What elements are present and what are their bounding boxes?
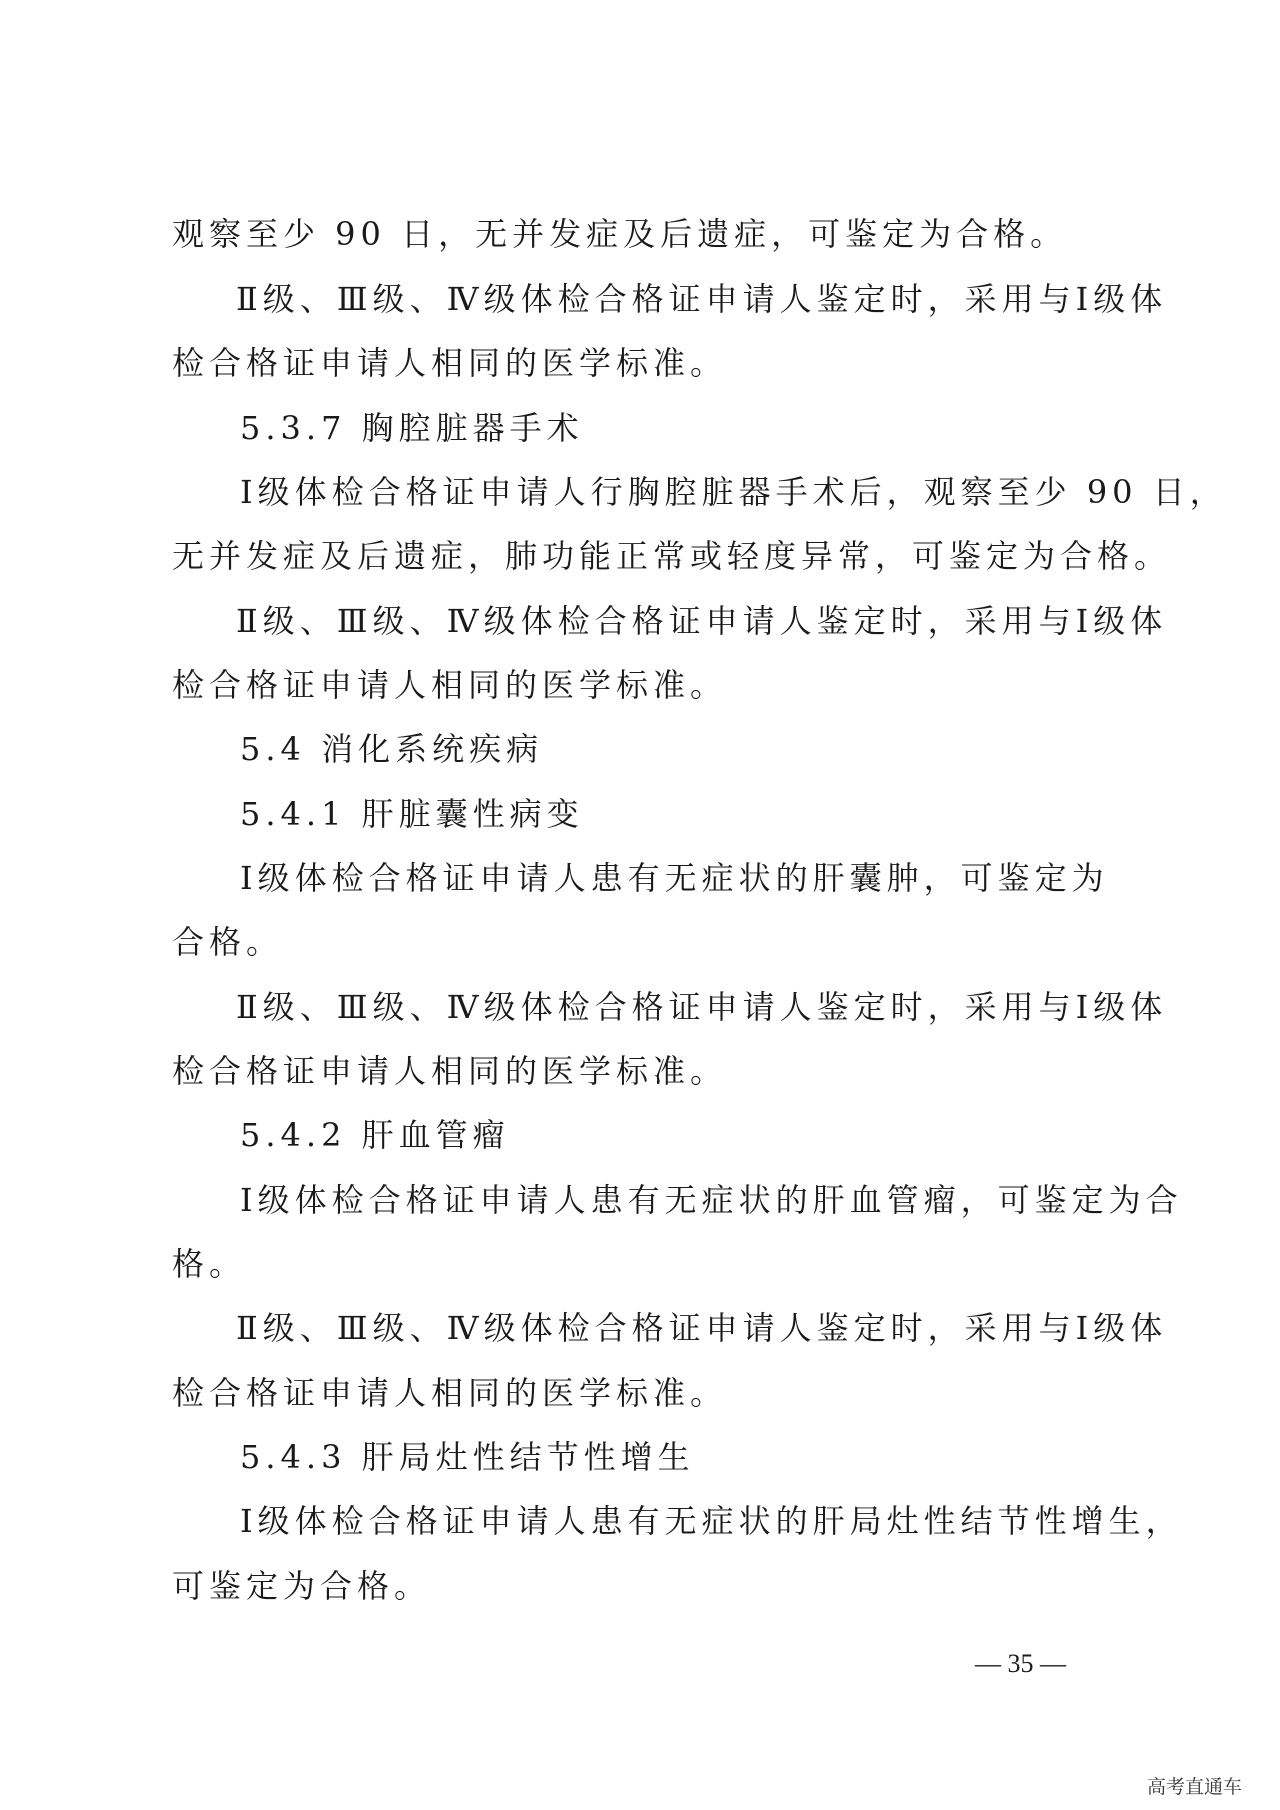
body-text-line: 检合格证申请人相同的医学标准。 (172, 666, 728, 704)
body-text-line: 格。 (172, 1245, 247, 1283)
section-heading: 5.3.7 胸腔脏器手术 (240, 409, 584, 447)
section-heading: 5.4.1 肝脏囊性病变 (240, 795, 584, 833)
body-text-line: Ⅱ级、Ⅲ级、Ⅳ级体检合格证申请人鉴定时，采用与Ⅰ级体 (236, 988, 1168, 1026)
body-text-line: Ⅰ级体检合格证申请人行胸腔脏器手术后，观察至少 90 日， (240, 473, 1227, 511)
body-text-line: 无并发症及后遗症，肺功能正常或轻度异常，可鉴定为合格。 (172, 537, 1172, 575)
body-text-line: 合格。 (172, 923, 284, 961)
body-text-line: Ⅰ级体检合格证申请人患有无症状的肝囊肿，可鉴定为 (240, 859, 1109, 897)
body-text-line: Ⅱ级、Ⅲ级、Ⅳ级体检合格证申请人鉴定时，采用与Ⅰ级体 (236, 1309, 1168, 1347)
section-heading: 5.4.2 肝血管瘤 (240, 1116, 510, 1154)
body-text-line: Ⅱ级、Ⅲ级、Ⅳ级体检合格证申请人鉴定时，采用与Ⅰ级体 (236, 602, 1168, 640)
body-text-line: 可鉴定为合格。 (172, 1567, 432, 1605)
section-heading: 5.4.3 肝局灶性结节性增生 (240, 1438, 695, 1476)
body-text-line: Ⅰ级体检合格证申请人患有无症状的肝局灶性结节性增生， (240, 1502, 1183, 1540)
body-text-line: Ⅱ级、Ⅲ级、Ⅳ级体检合格证申请人鉴定时，采用与Ⅰ级体 (236, 280, 1168, 318)
body-text-line: 检合格证申请人相同的医学标准。 (172, 1052, 728, 1090)
body-text-line: 检合格证申请人相同的医学标准。 (172, 1374, 728, 1412)
body-text-line: 检合格证申请人相同的医学标准。 (172, 344, 728, 382)
page-number: — 35 — (975, 1649, 1066, 1678)
body-text-line: Ⅰ级体检合格证申请人患有无症状的肝血管瘤，可鉴定为合 (240, 1181, 1183, 1219)
body-text-line: 观察至少 90 日，无并发症及后遗症，可鉴定为合格。 (172, 215, 1068, 253)
watermark: 高考直通车 (1147, 1776, 1243, 1798)
section-heading: 5.4 消化系统疾病 (240, 730, 544, 768)
